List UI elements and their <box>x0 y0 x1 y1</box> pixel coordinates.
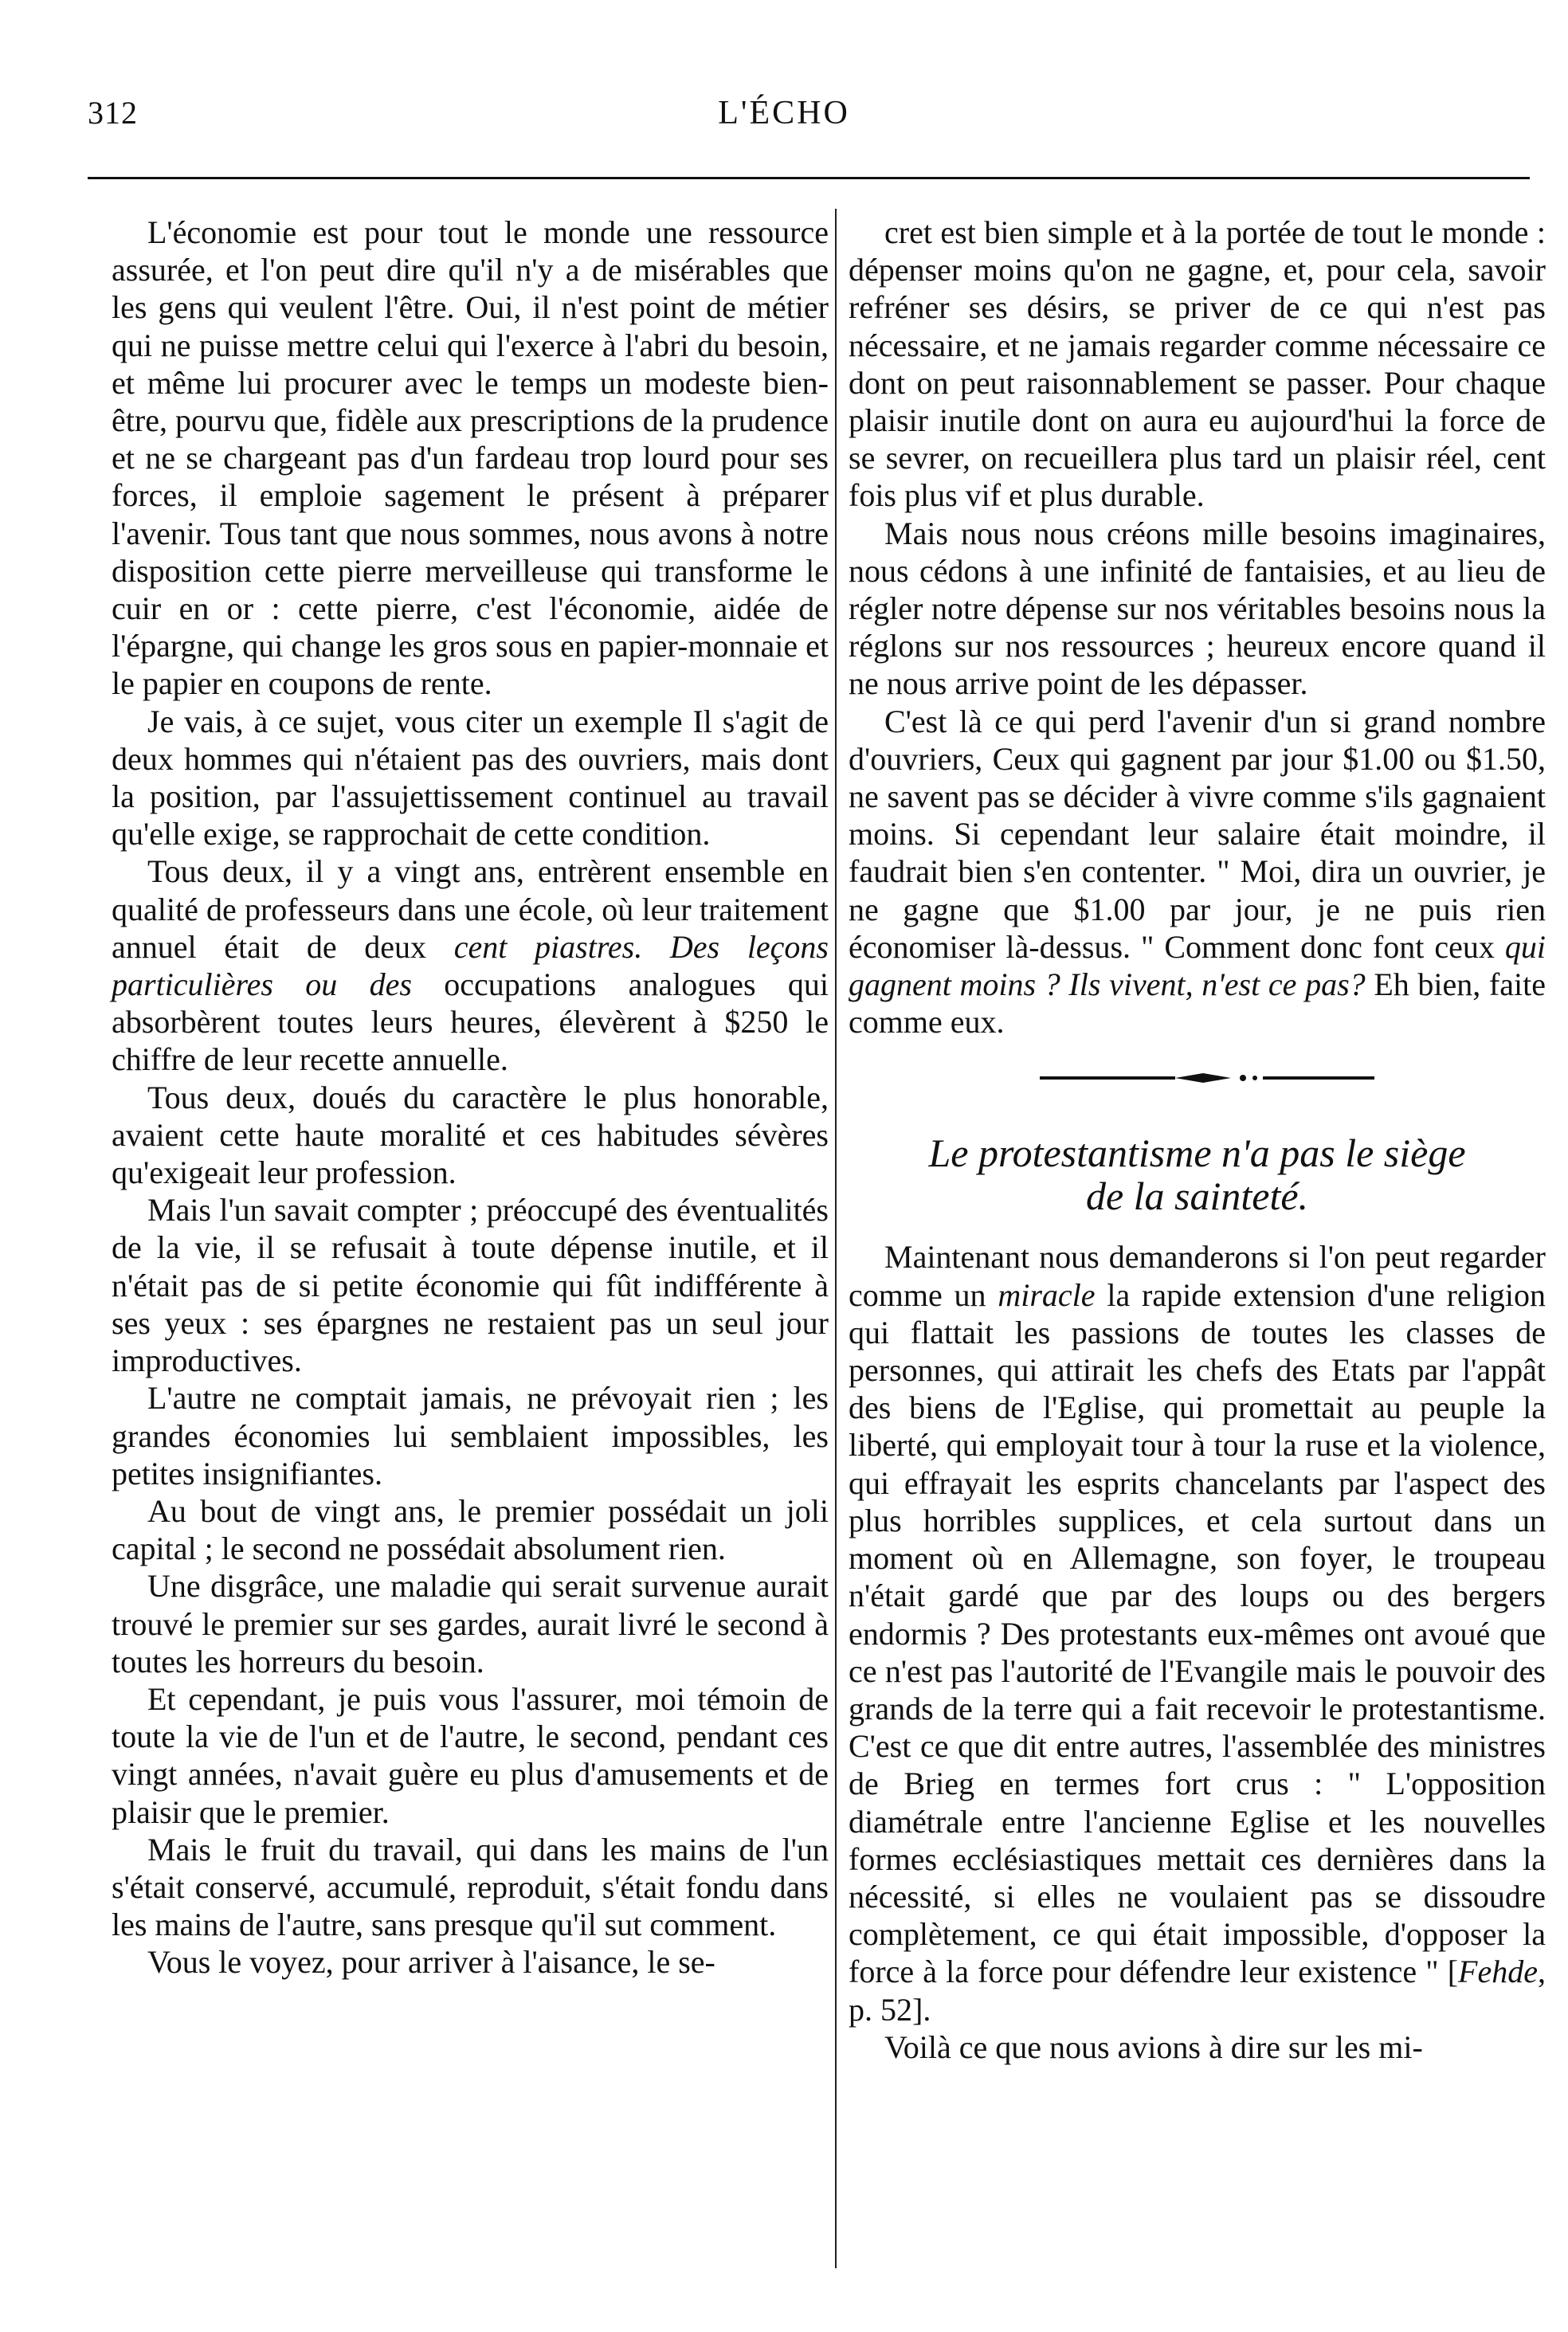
left-column <box>112 214 829 1981</box>
paragraph-text: heures, élevèrent à $250 le chiffre de leur recette annuelle. <box>112 1004 829 1078</box>
paragraph-text: Tous deux, il y a vingt ans, entrèrent ensemble en qualité de professeurs dans une école, où leur traitement annuel était de deux <box>112 853 829 965</box>
italic-text: miracle <box>998 1276 1096 1313</box>
paragraph: Mais le fruit du travail, qui dans les mains de l'un s'était conservé, accumulé, reproduit, s'était fondu dans les mains de l'autre, sans presque qu'il sut comment. <box>112 1831 829 1943</box>
ornament-rule-icon <box>1040 1072 1374 1084</box>
paragraph: Au bout de vingt ans, le premier possédait un joli capital ; le second ne possédait absolument rien. <box>112 1492 829 1567</box>
paragraph: Je vais, à ce sujet, vous citer un exemple Il s'agit de deux hommes qui n'étaient pas des ouvriers, mais dont la position, par l'assujettissement continuel au travail qu'elle exige, se rapprochait de cette condition. <box>112 703 829 852</box>
page-number: 312 <box>88 95 138 131</box>
paragraph: L'autre ne comptait jamais, ne prévoyait rien ; les grandes économies lui semblaient impossibles, les petites insignifiantes. <box>112 1380 829 1491</box>
paragraph: L'économie est pour tout le monde une ressource assurée, et l'on peut dire qu'il n'y a de misérables que les gens qui veulent l'être. Oui, il n'est point de métier qui ne puisse mettre celui qui l'exerce à l'abri du besoin, et même lui procurer avec le temps un modeste bien-être, pourvu que, fidèle aux prescriptions de la prudence et ne se chargeant pas d'un fardeau trop lourd pour ses forces, il emploie sagement le présent à préparer l'avenir. Tous tant que nous sommes, nous avons à notre disposition cette pierre merveilleuse qui transforme le cuir en or : cette pierre, c'est l'économie, aidée de l'épargne, qui change les gros sous en papier-monnaie et le papier en coupons de rente. <box>112 214 829 702</box>
paragraph-text: C'est là ce qui perd l'avenir d'un si grand nombre d'ouvriers, Ceux qui gagnent par jour $1.00 ou $1.50, ne savent pas se décider à vivre comme s'ils gagnaient moins. Si cependant leur salaire était moindre, il faudrait bien s'en contenter. " Moi, dira un ouvrier, je ne gagne que $1.00 par jour, je ne puis rien économiser là-dessus. " Comment donc font ceux <box>849 703 1546 965</box>
paragraph: Mais l'un savait compter ; préoccupé des éventualités de la vie, il se refusait à toute dépense inutile, et il n'était pas de si petite économie qui fût indifférente à ses yeux : ses épargnes ne restaient pas un seul jour improductives. <box>112 1192 829 1379</box>
page-header <box>0 94 1568 142</box>
citation-italic: Fehde <box>1458 1954 1538 1990</box>
paragraph: Une disgrâce, une maladie qui serait survenue aurait trouvé le premier sur ses gardes, aurait livré le second à toutes les horreurs du besoin. <box>112 1568 829 1679</box>
paragraph <box>112 852 829 1078</box>
right-column <box>849 214 1546 2066</box>
paragraph: Tous deux, doués du caractère le plus honorable, avaient cette haute moralité et ces habitudes sévères qu'exigeait leur profession. <box>112 1079 829 1191</box>
paragraph: cret est bien simple et à la portée de tout le monde : dépenser moins qu'on ne gagne, et, pour cela, savoir refréner ses désirs, se priver de ce qui n'est pas nécessaire, et ne jamais regarder comme nécessaire ce dont on peut raisonnablement se passer. Pour chaque plaisir inutile dont on aura eu aujourd'hui la force de se sevrer, on recueillera plus tard un plaisir réel, cent fois plus vif et plus durable. <box>849 214 1546 514</box>
italic-text: cent piastres. Des leçons particulières ou des <box>112 928 829 1003</box>
paragraph-text: , p. 52]. <box>849 1954 1546 2028</box>
italic-text: qui gagnent moins ? Ils vivent, n'est ce pas? <box>849 928 1546 1003</box>
column-divider <box>835 209 837 2268</box>
section-ornament <box>849 1041 1546 1115</box>
header-rule <box>88 177 1530 179</box>
article-title-line: de la sainteté. <box>1085 1174 1309 1219</box>
paragraph: Mais nous nous créons mille besoins imaginaires, nous cédons à une infinité de fantaisies, et au lieu de régler notre dépense sur nos véritables besoins nous la réglons sur nos ressources ; heureux encore quand il ne nous arrive point de les dépasser. <box>849 515 1546 702</box>
paragraph: Et cependant, je puis vous l'assurer, moi témoin de toute la vie de l'un et de l'autre, le second, pendant ces vingt années, n'avait guère eu plus d'amusements et de plaisir que le premier. <box>112 1680 829 1830</box>
journal-title: L'ÉCHO <box>718 95 850 131</box>
paragraph: Vous le voyez, pour arriver à l'aisance, le se- <box>147 1944 715 1981</box>
article-title-line: Le protestantisme n'a pas le siège <box>928 1131 1466 1176</box>
article-title <box>849 1131 1546 1217</box>
paragraph: Voilà ce que nous avions à dire sur les mi- <box>884 2028 1423 2065</box>
paragraph-text: Maintenant nous demanderons si l'on peut regarder comme un <box>849 1239 1546 1313</box>
paragraph <box>849 1238 1546 2028</box>
paragraph-text: Eh bien, faite comme eux. <box>849 966 1546 1041</box>
paragraph-text: la rapide extension d'une religion qui flattait les passions de toutes les classes de personnes, qui attirait les chefs des Etats par l'appât des biens de l'Eglise, qui promettait au peuple la liberté, qui employait tour à tour la ruse et la violence, qui effrayait les esprits chancelants par l'aspect des plus horribles supplices, et cela surtout dans un moment où en Allemagne, son foyer, le troupeau n'était gardé que par des loups ou des bergers endormis ? Des protestants eux-mêmes ont avoué que ce n'est pas l'autorité de l'Evangile mais le pouvoir des grands de la terre qui a fait recevoir le protestantisme. C'est ce que dit entre autres, l'assemblée des ministres de Brieg en termes fort crus : " L'opposition diamétrale entre l'ancienne Eglise et les nouvelles formes ecclésiastiques mettait ces dernières dans la nécessité, si elles ne voulaient pas se dissoudre complètement, ce qui était impossible, d'opposer la force à la force pour défendre leur existence " [ <box>849 1276 1546 1990</box>
paragraph-text: occupations analogues qui absorbèrent toutes leurs <box>112 966 829 1041</box>
paragraph <box>849 703 1546 1041</box>
